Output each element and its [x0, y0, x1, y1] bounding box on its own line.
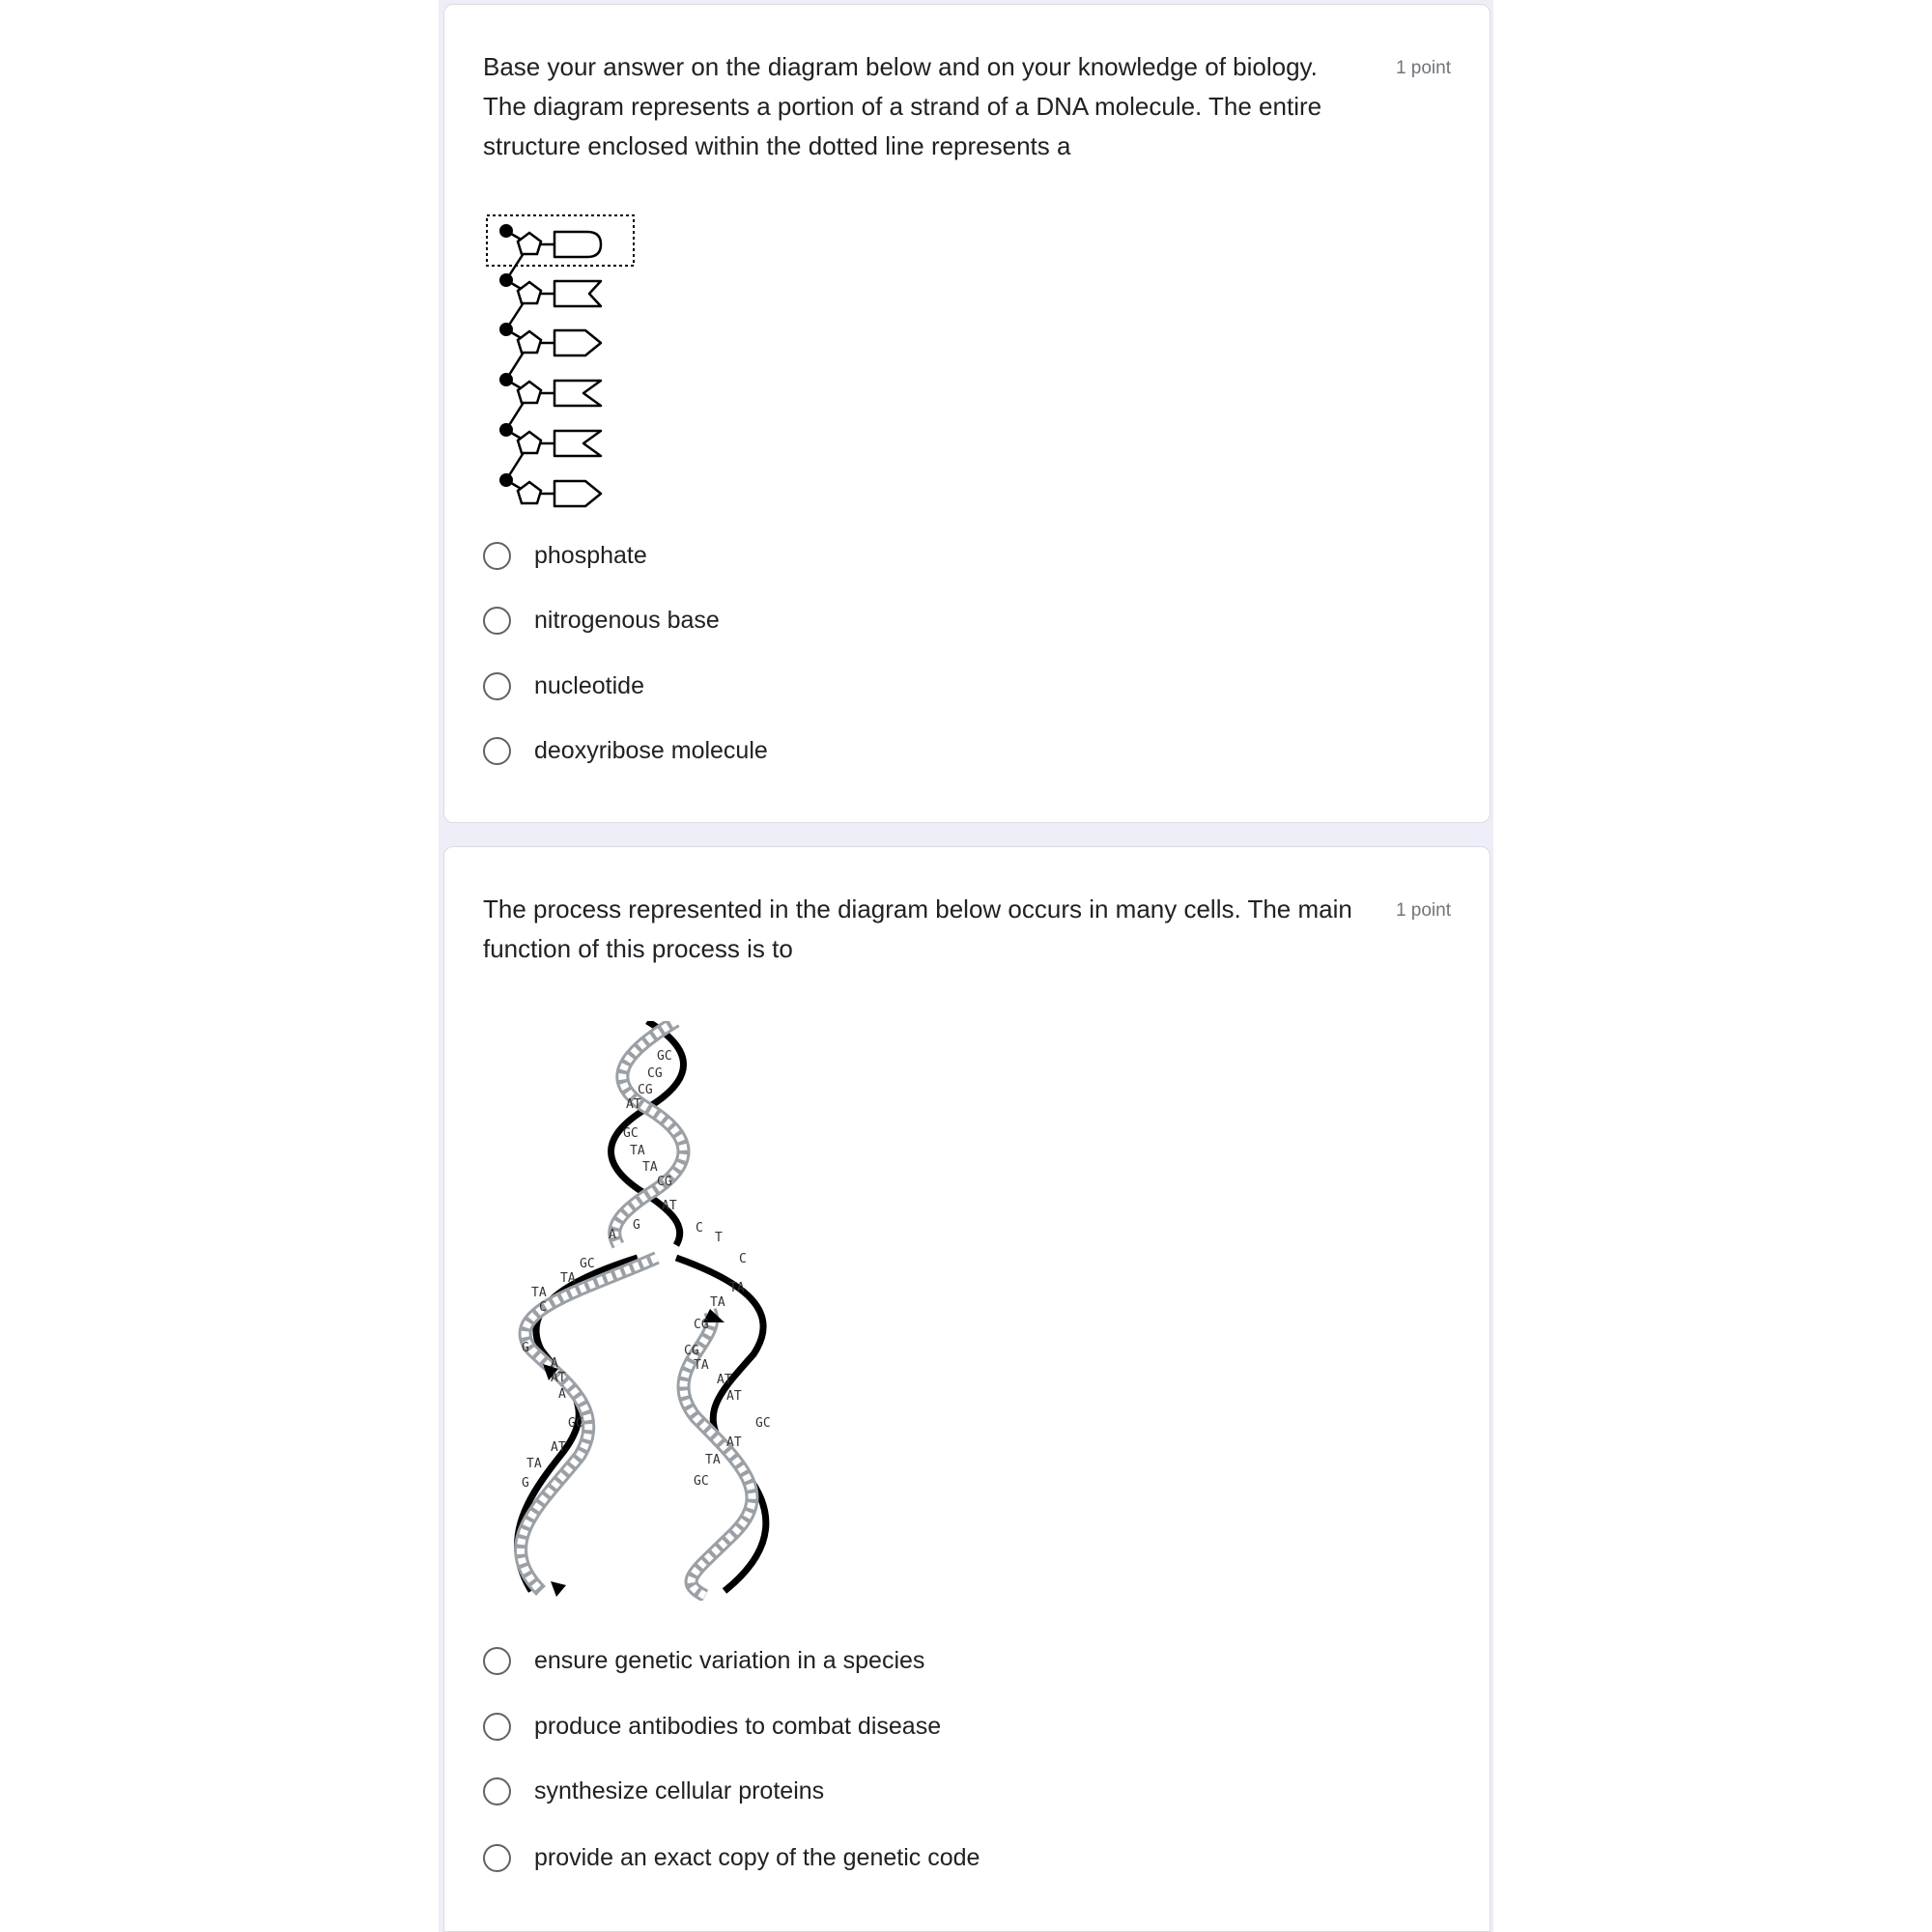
- radio-button[interactable]: [483, 542, 511, 570]
- radio-button[interactable]: [483, 672, 511, 700]
- radio-button[interactable]: [483, 1844, 511, 1872]
- radio-button[interactable]: [483, 607, 511, 635]
- base-pair-label-right: TA: [705, 1453, 721, 1467]
- base-pair-label-left: A: [551, 1356, 558, 1371]
- base-pair-label-left: AT: [551, 1440, 566, 1455]
- base-pair-label-right: GC: [755, 1416, 771, 1431]
- base-pair-label-top: GC: [657, 1049, 672, 1064]
- option-label: nitrogenous base: [534, 606, 720, 634]
- phosphate-dots: [499, 224, 513, 487]
- option-deoxyribose-molecule[interactable]: [483, 731, 768, 770]
- base-pair-label-left: G: [522, 1341, 529, 1355]
- base-pair-label-right: AT: [726, 1435, 742, 1450]
- radio-button[interactable]: [483, 1777, 511, 1805]
- base-pair-label-left: G: [522, 1476, 529, 1491]
- sugar-pentagons: [518, 233, 541, 503]
- base-pair-label-right: C: [696, 1221, 703, 1236]
- option-label: ensure genetic variation in a species: [534, 1646, 925, 1674]
- base-pair-label-top: CG: [647, 1066, 663, 1081]
- base-pair-label-right: T: [715, 1231, 723, 1245]
- question-2-points: 1 point: [1395, 900, 1451, 921]
- base-pair-label-left: TA: [560, 1271, 576, 1286]
- base-pair-label-top: AT: [662, 1199, 677, 1213]
- base-pair-label-right: CG: [684, 1344, 699, 1358]
- radio-button[interactable]: [483, 1647, 511, 1675]
- option-nitrogenous-base[interactable]: [483, 601, 720, 639]
- base-pair-label-top: AT: [626, 1097, 641, 1112]
- question-1-text: Base your answer on the diagram below and on your knowledge of biology. The diagram represents a portion of a strand of a DNA molecule. The entire structure enclosed within the dotted line represents a: [483, 52, 1322, 160]
- option-label: nucleotide: [534, 671, 644, 699]
- option-label: deoxyribose molecule: [534, 736, 768, 764]
- new-strand-arrow-left-lower: [551, 1581, 566, 1597]
- base-pair-label-left: A: [558, 1387, 566, 1402]
- base-pair-label-left: G: [633, 1218, 640, 1233]
- base-pair-label-left: AT: [551, 1371, 566, 1385]
- base-pair-label-right: TA: [729, 1281, 745, 1295]
- option-label: provide an exact copy of the genetic code: [534, 1843, 980, 1871]
- base-pair-label-left: GC: [580, 1257, 595, 1271]
- base-pair-labels: [522, 1049, 771, 1491]
- option-label: synthesize cellular proteins: [534, 1776, 825, 1804]
- option-label: produce antibodies to combat disease: [534, 1712, 942, 1740]
- base-pair-label-right: AT: [717, 1373, 732, 1387]
- option-nucleotide[interactable]: [483, 667, 644, 705]
- nitrogen-bases: [554, 232, 601, 506]
- dna-replication-diagram: [502, 1021, 792, 1601]
- base-pair-label-right: GC: [694, 1474, 709, 1489]
- base-pair-label-top: GC: [623, 1126, 639, 1141]
- base-pair-label-top: CG: [638, 1083, 653, 1097]
- base-pair-label-left: GC: [568, 1416, 583, 1431]
- base-pair-label-left: A: [609, 1228, 616, 1242]
- option-genetic-variation[interactable]: [483, 1641, 924, 1680]
- question-card-1: [443, 4, 1491, 823]
- question-1-points: 1 point: [1395, 58, 1451, 78]
- base-pair-label-top: TA: [642, 1160, 658, 1175]
- base-pair-label-top: CG: [657, 1175, 672, 1189]
- base-pair-label-left: C: [539, 1300, 547, 1315]
- dna-strand-diagram: [475, 210, 638, 519]
- base-bonds: [541, 244, 554, 494]
- base-pair-label-right: TA: [710, 1295, 725, 1310]
- base-pair-label-top: TA: [630, 1144, 645, 1158]
- option-produce-antibodies[interactable]: [483, 1707, 941, 1746]
- question-card-2: [443, 846, 1491, 1932]
- option-label: phosphate: [534, 541, 647, 569]
- option-synthesize-proteins[interactable]: [483, 1772, 824, 1810]
- radio-button[interactable]: [483, 737, 511, 765]
- base-pair-label-left: TA: [531, 1286, 547, 1300]
- option-phosphate[interactable]: [483, 536, 647, 575]
- question-2-text: The process represented in the diagram below occurs in many cells. The main function of this process is to: [483, 895, 1352, 963]
- option-exact-copy[interactable]: [483, 1838, 980, 1877]
- base-pair-label-right: CG: [694, 1318, 709, 1332]
- base-pair-label-right: AT: [726, 1389, 742, 1404]
- radio-button[interactable]: [483, 1713, 511, 1741]
- base-pair-label-right: C: [739, 1252, 747, 1266]
- base-pair-label-right: TA: [694, 1358, 709, 1373]
- base-pair-label-left: TA: [526, 1457, 542, 1471]
